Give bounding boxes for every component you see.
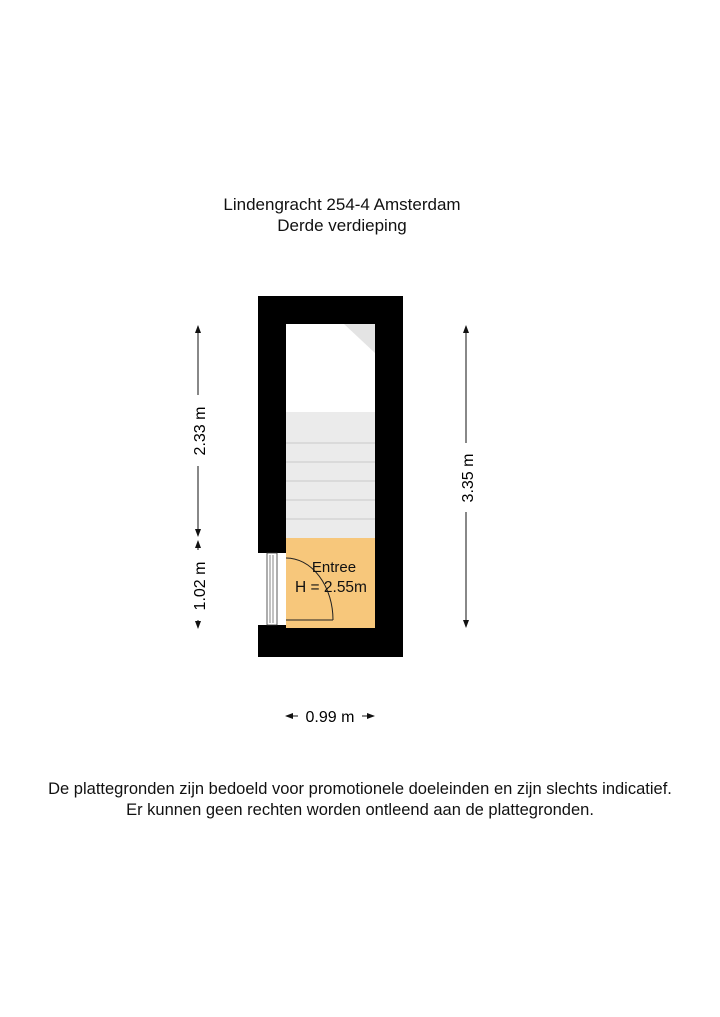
svg-text:1.02 m: 1.02 m xyxy=(192,561,209,611)
address-title: Lindengracht 254-4 Amsterdam xyxy=(223,195,461,214)
svg-text:2.33 m: 2.33 m xyxy=(192,406,209,456)
dimension-bottom xyxy=(286,709,374,726)
staircase xyxy=(286,412,375,538)
room-height-label: H = 2.55m xyxy=(295,579,367,596)
room-label: Entree xyxy=(311,559,357,576)
svg-text:3.35 m: 3.35 m xyxy=(460,453,477,503)
disclaimer-line-2: Er kunnen geen rechten worden ontleend aan de plattegronden. xyxy=(126,801,594,819)
floor-title: Derde verdieping xyxy=(277,216,407,235)
dimension-left-lower xyxy=(192,541,209,628)
disclaimer-line-1: De plattegronden zijn bedoeld voor promotionele doeleinden en zijn slechts indicatief. xyxy=(48,780,672,798)
dimension-left-upper xyxy=(192,326,209,536)
svg-text:0.99 m: 0.99 m xyxy=(305,709,355,726)
dimension-right xyxy=(460,326,477,627)
